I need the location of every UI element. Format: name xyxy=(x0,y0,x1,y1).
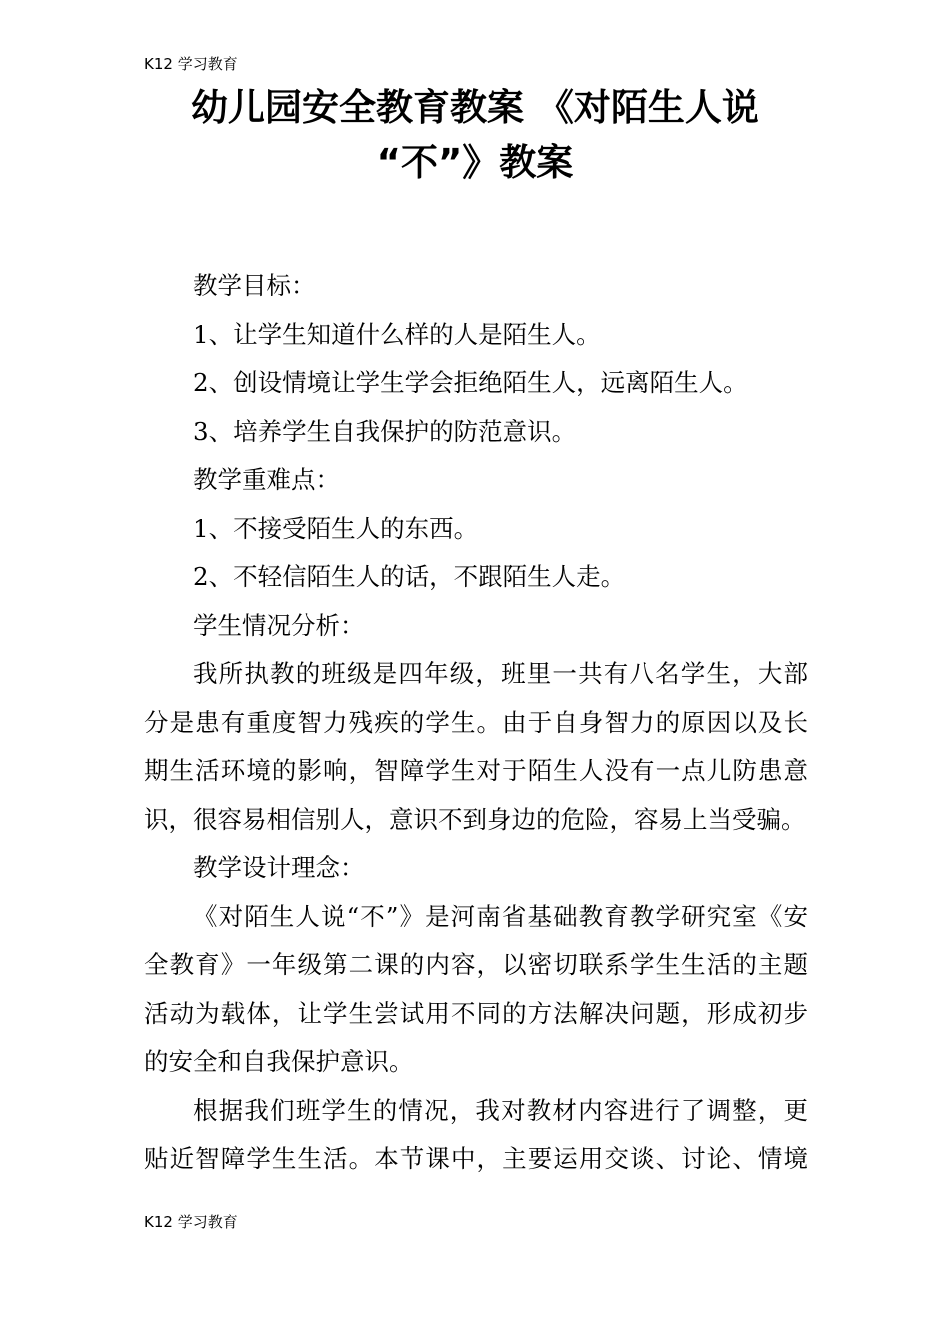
paragraph xyxy=(144,456,808,505)
paragraph xyxy=(144,844,808,893)
paragraph xyxy=(144,311,808,360)
text-line: 教学目标： xyxy=(193,271,316,300)
paragraph xyxy=(144,553,808,602)
text-line: 1、不接受陌生人的东西。 xyxy=(193,513,479,543)
title-line: “不”》教案 xyxy=(376,141,574,184)
text-line: 贴近智障学生生活。本节课中，主要运用交谈、讨论、情境 xyxy=(144,1144,808,1173)
text-line: 我所执教的班级是四年级，班里一共有八名学生，大部 xyxy=(193,659,808,688)
paragraph xyxy=(144,505,808,554)
text-line: 1、让学生知道什么样的人是陌生人。 xyxy=(193,319,601,349)
text-line: 根据我们班学生的情况，我对教材内容进行了调整，更 xyxy=(193,1095,808,1125)
text-line: 2、不轻信陌生人的话，不跟陌生人走。 xyxy=(193,562,626,591)
text-line: 3、培养学生自我保护的防范意识。 xyxy=(193,416,577,446)
page-footer: K12 学习教育 xyxy=(144,1213,238,1231)
paragraph xyxy=(144,359,808,408)
text-line: 活动为载体，让学生尝试用不同的方法解决问题，形成初步 xyxy=(144,998,808,1028)
paragraph xyxy=(144,893,808,1087)
text-line: 学生情况分析： xyxy=(193,610,365,640)
paragraph xyxy=(144,602,808,651)
paragraph xyxy=(144,1087,808,1184)
text-line: 教学重难点： xyxy=(193,465,340,494)
document-title xyxy=(140,80,810,190)
text-line: 教学设计理念： xyxy=(193,853,365,882)
text-line: 全教育》一年级第二课的内容，以密切联系学生生活的主题 xyxy=(144,950,808,979)
text-line: 2、创设情境让学生学会拒绝陌生人，远离陌生人。 xyxy=(193,368,748,397)
text-line: 的安全和自我保护意识。 xyxy=(144,1047,414,1076)
text-line: 识，很容易相信别人，意识不到身边的危险，容易上当受骗。 xyxy=(144,804,806,834)
paragraph xyxy=(144,650,808,844)
text-line: 分是患有重度智力残疾的学生。由于自身智力的原因以及长 xyxy=(144,707,808,737)
title-line: 幼儿园安全教育教案 《对陌生人说 xyxy=(191,86,759,129)
text-line: 期生活环境的影响，智障学生对于陌生人没有一点儿防患意 xyxy=(144,756,808,785)
paragraph xyxy=(144,262,808,311)
paragraph xyxy=(144,408,808,457)
page-header: K12 学习教育 xyxy=(144,55,238,73)
text-line: 《对陌生人说“不”》是河南省基础教育教学研究室《安 xyxy=(193,901,808,931)
document-body xyxy=(144,262,808,1184)
